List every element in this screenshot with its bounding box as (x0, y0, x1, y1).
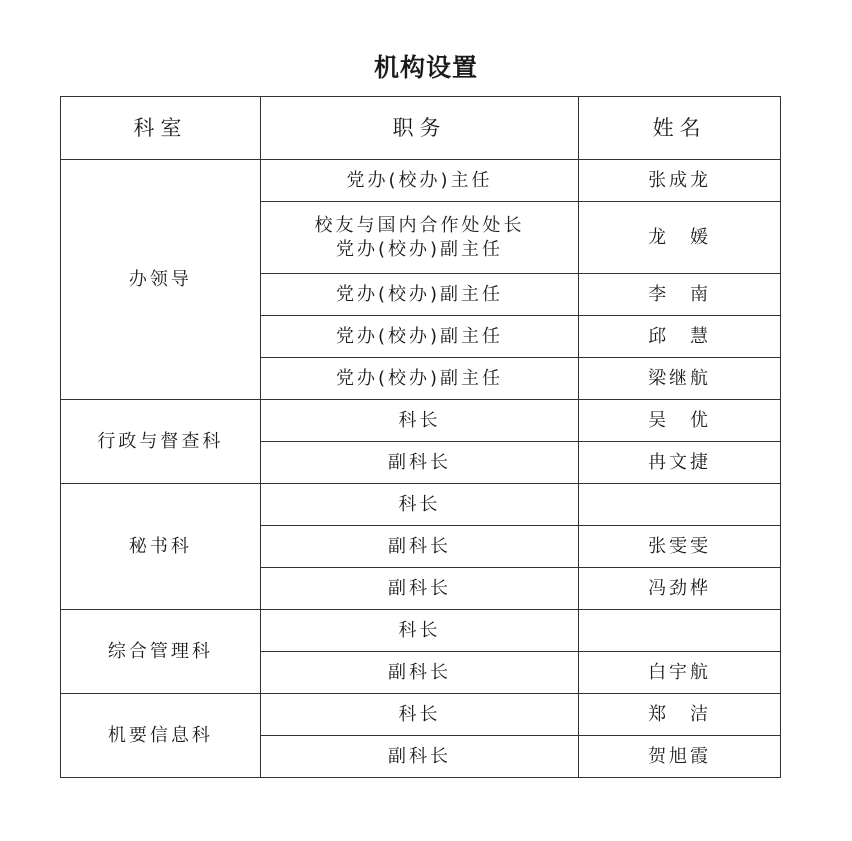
department-cell: 行政与督查科 (61, 400, 261, 484)
name-cell: 梁继航 (579, 358, 781, 400)
table-row (61, 610, 781, 652)
position-cell: 党办(校办)副主任 (260, 316, 578, 358)
position-cell: 副科长 (260, 568, 578, 610)
table-header-row (61, 97, 781, 160)
header-position: 职务 (260, 97, 578, 160)
name-cell: 郑 洁 (579, 694, 781, 736)
table-row (61, 160, 781, 202)
department-cell: 机要信息科 (61, 694, 261, 778)
org-structure-table (60, 96, 781, 778)
table-row (61, 694, 781, 736)
position-cell: 党办(校办)副主任 (260, 274, 578, 316)
department-cell: 办领导 (61, 160, 261, 400)
position-cell (260, 202, 578, 274)
position-cell: 党办(校办)副主任 (260, 358, 578, 400)
position-cell: 科长 (260, 694, 578, 736)
name-cell (579, 610, 781, 652)
position-cell: 党办(校办)主任 (260, 160, 578, 202)
header-name: 姓名 (579, 97, 781, 160)
name-cell: 白宇航 (579, 652, 781, 694)
position-cell: 副科长 (260, 526, 578, 568)
department-cell: 综合管理科 (61, 610, 261, 694)
header-department: 科室 (61, 97, 261, 160)
name-cell: 龙 媛 (579, 202, 781, 274)
name-cell: 贺旭霞 (579, 736, 781, 778)
name-cell (579, 484, 781, 526)
name-cell: 邱 慧 (579, 316, 781, 358)
table-row (61, 484, 781, 526)
name-cell: 冯劲桦 (579, 568, 781, 610)
name-cell: 张雯雯 (579, 526, 781, 568)
table-row (61, 400, 781, 442)
position-line: 校友与国内合作处处长 (314, 214, 525, 236)
name-cell: 吴 优 (579, 400, 781, 442)
position-cell: 副科长 (260, 652, 578, 694)
position-cell: 副科长 (260, 736, 578, 778)
name-cell: 李 南 (579, 274, 781, 316)
page-title: 机构设置 (373, 53, 478, 82)
position-cell: 科长 (260, 610, 578, 652)
position-line: 党办(校办)副主任 (335, 238, 503, 260)
position-cell: 科长 (260, 484, 578, 526)
department-cell: 秘书科 (61, 484, 261, 610)
position-cell: 副科长 (260, 442, 578, 484)
name-cell: 张成龙 (579, 160, 781, 202)
name-cell: 冉文捷 (579, 442, 781, 484)
position-cell: 科长 (260, 400, 578, 442)
